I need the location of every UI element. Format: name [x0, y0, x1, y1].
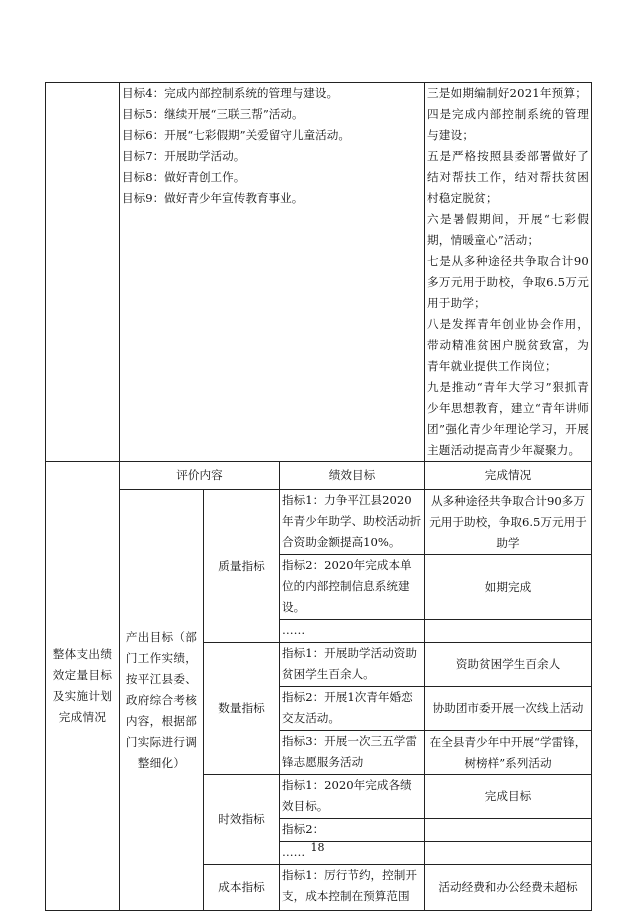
- header-goal: 绩效目标: [280, 462, 425, 490]
- performance-table: [45, 82, 592, 911]
- goal-cell: 指标1：力争平江县2020年青少年助学、助校活动折合资助金额提高10%。: [280, 490, 425, 555]
- target-item: 目标5：继续开展“三联三帮”活动。: [122, 107, 304, 121]
- goal-cell: 指标1：开展助学活动资助贫困学生百余人。: [280, 643, 425, 687]
- page-number: 18: [310, 841, 325, 854]
- achievement-item: 四是完成内部控制系统的管理与建设；: [427, 107, 589, 142]
- header-eval: 评价内容: [120, 462, 280, 490]
- done-cell: 活动经费和办公经费未超标: [425, 865, 592, 911]
- achievement-item: 七是从多种途径共争取合计90多万元用于助校，争取6.5万元用于助学；: [427, 254, 589, 310]
- goal-cell: ……: [280, 842, 425, 865]
- targets-cell: [120, 83, 425, 462]
- target-item: 目标6：开展“七彩假期”关爱留守儿童活动。: [122, 128, 350, 142]
- target-item: 目标4：完成内部控制系统的管理与建设。: [122, 86, 339, 100]
- achievement-item: 八是发挥青年创业协会作用，带动精准贫困户脱贫致富，为青年就业提供工作岗位；: [427, 317, 589, 373]
- goal-cell: 指标3：开展一次三五学雷锋志愿服务活动: [280, 731, 425, 775]
- done-cell: 如期完成: [425, 555, 592, 620]
- done-cell: 从多种途径共争取合计90多万元用于助校，争取6.5万元用于助学: [425, 490, 592, 555]
- goal-cell: 指标1：2020年完成各绩效目标。: [280, 775, 425, 819]
- table-row: [46, 490, 592, 555]
- achievement-item: 九是推动“青年大学习”狠抓青少年思想教育，建立“青年讲师团”强化青少年理论学习，开展主题活动提高青少年凝聚力。: [427, 380, 589, 457]
- goal-cell: 指标2：2020年完成本单位的内部控制信息系统建设。: [280, 555, 425, 620]
- output-target-label: 产出目标（部门工作实绩，按平江县委、政府综合考核内容，根据部门实际进行调整细化）: [120, 490, 204, 911]
- done-cell: 在全县青少年中开展“学雷锋，树榜样”系列活动: [425, 731, 592, 775]
- section-label: 整体支出绩效定量目标及实施计划完成情况: [46, 462, 120, 911]
- header-done: 完成情况: [425, 462, 592, 490]
- header-row: [46, 462, 592, 490]
- done-cell: 完成目标: [425, 775, 592, 819]
- goal-cell: 指标1：厉行节约，控制开支，成本控制在预算范围: [280, 865, 425, 911]
- target-item: 目标9：做好青少年宣传教育事业。: [122, 191, 304, 205]
- goal-cell: 指标2：开展1次青年婚恋交友活动。: [280, 687, 425, 731]
- blank-cell: [46, 83, 120, 462]
- goal-cell: 指标2：: [280, 819, 425, 842]
- goal-cell: ……: [280, 620, 425, 643]
- achievements-cell: [425, 83, 592, 462]
- timeliness-label: 时效指标: [204, 775, 280, 865]
- target-item: 目标7：开展助学活动。: [122, 149, 246, 163]
- done-cell: 资助贫困学生百余人: [425, 643, 592, 687]
- achievement-item: 三是如期编制好2021年预算；: [427, 86, 588, 100]
- done-cell: [425, 819, 592, 842]
- quality-label: 质量指标: [204, 490, 280, 643]
- done-cell: 协助团市委开展一次线上活动: [425, 687, 592, 731]
- quantity-label: 数量指标: [204, 643, 280, 775]
- target-item: 目标8：做好青创工作。: [122, 170, 246, 184]
- targets-row: [46, 83, 592, 462]
- achievement-item: 五是严格按照县委部署做好了结对帮扶工作，结对帮扶贫困村稳定脱贫；: [427, 149, 589, 205]
- cost-label: 成本指标: [204, 865, 280, 911]
- achievement-item: 六是暑假期间，开展“七彩假期，情暖童心”活动；: [427, 212, 589, 247]
- done-cell: [425, 620, 592, 643]
